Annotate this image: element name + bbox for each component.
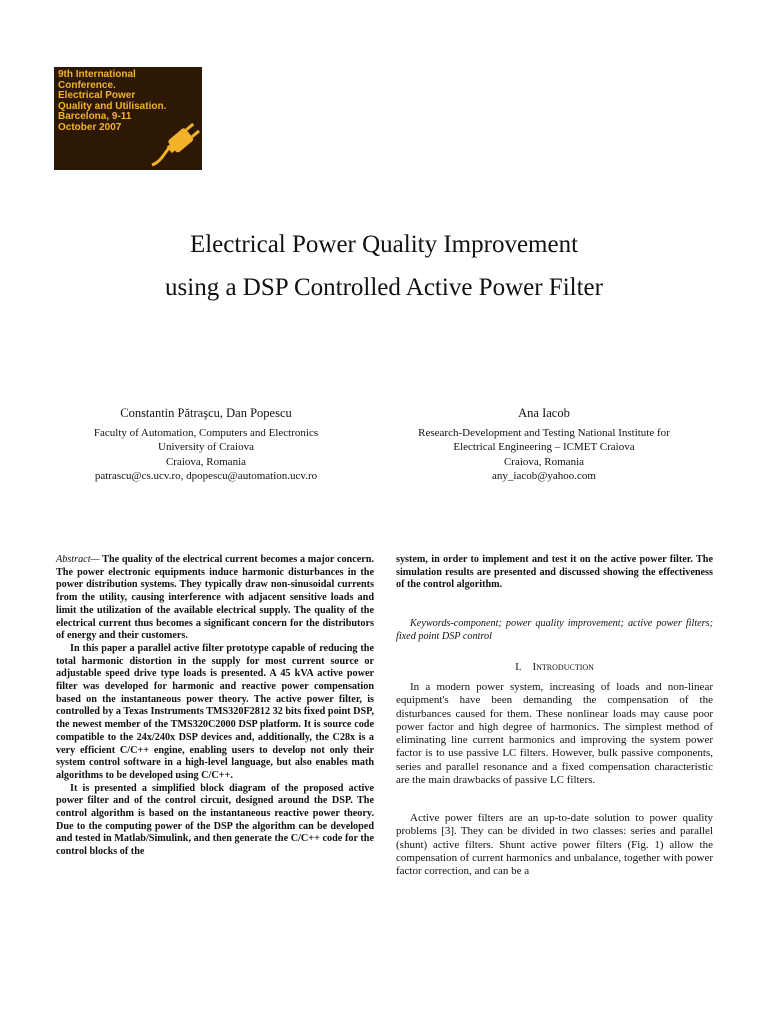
author-names: Constantin Pătraşcu, Dan Popescu: [120, 406, 292, 420]
abstract-continued: system, in order to implement and test it on the active power filter. The simulation results are presented and discussed showing the effectiveness of the control algorithm.: [396, 554, 713, 591]
abstract-paragraph-1: Abstract— The quality of the electrical current becomes a major concern. The power electronic equipments induce harmonic disturbances in the power distribution systems. They typically draw non-sinusoidal currents from the utility, causing interference with adjacent sensitive loads and limit the utilization of the available electrical supply. The quality of the electrical current thus becomes a significant concern for the distributors of energy and their customers.: [56, 554, 374, 642]
author-email: any_iacob@yahoo.com: [492, 470, 596, 482]
electric-plug-icon: [150, 113, 202, 169]
abstract-label: Abstract—: [56, 554, 100, 565]
author-affiliation: Research-Development and Testing National Institute for: [418, 426, 670, 439]
keywords: Keywords-component; power quality improvement; active power filters; fixed point DSP control: [396, 618, 713, 642]
author-block-2: [386, 406, 702, 484]
paper-title-line-1: Electrical Power Quality Improvement: [189, 231, 579, 258]
conference-logo: [54, 67, 202, 170]
author-affiliation: Faculty of Automation, Computers and Electronics: [93, 426, 319, 439]
conference-logo-text: 9th International Conference. Electrical Power Quality and Utilisation. Barcelona, 9-11 October 2007: [58, 69, 167, 133]
author-location: Craiova, Romania: [165, 455, 247, 468]
author-affiliation: Electrical Engineering – ICMET Craiova: [453, 441, 635, 453]
section-number: I.: [515, 661, 522, 673]
introduction-paragraph-2: Active power filters are an up-to-date solution to power quality problems [3]. They can be divided in two classes: series and parallel (shunt) active filters. Shunt active power filters (Fig. 1) allow the compensation of current harmonics and unbalance, together with power factor correction, and can be a: [396, 812, 713, 878]
author-email: patrascu@cs.ucv.ro, dpopescu@automation.ucv.ro: [94, 470, 318, 482]
author-affiliation: University of Craiova: [158, 441, 254, 453]
abstract-paragraph-2: In this paper a parallel active filter prototype capable of reducing the total harmonic distortion in the supply for most current source or adjustable speed drive type loads is presented. A 45 kVA active power filter was developed for harmonic and reactive power compensation based on the instantaneous power theory. The active power filter, is controlled by a Texas Instruments TMS320F2812 32 bits fixed point DSP, the newest member of the TMS320C2000 DSP platform. It is source code compatible to the 24x/240x DSP devices and, additionally, the C28x is a very efficient C/C++ engine, enabling users to develop not only their system control software in a high-level language, but also enables math algorithms to be developed using C/C++.: [56, 642, 374, 781]
section-heading-introduction: [396, 661, 713, 673]
author-location: Craiova, Romania: [503, 455, 585, 468]
abstract-column: [56, 554, 374, 859]
introduction-paragraph-1: In a modern power system, increasing of loads and non-linear equipment's have been demanding the compensation of the disturbances caused for them. These nonlinear loads may cause poor power factor and high degree of harmonics. The simplest method of eliminating line current harmonics and improving the system power factor is to use passive LC filters. However, bulk passive components, series and parallel resonance and a fixed compensation characteristic are the main drawbacks of passive LC filters.: [396, 681, 713, 787]
abstract-paragraph-3: It is presented a simplified block diagram of the proposed active power filter and of the control circuit, designed around the DSP. The control algorithm is based on the instantaneous reactive power theory. Due to the computing power of the DSP the algorithm can be developed and tested in Matlab/Simulink, and then generate the C/C++ code for the control blocks of the: [56, 782, 374, 858]
section-title: Introduction: [532, 661, 594, 673]
author-block-1: [64, 406, 348, 484]
paper-title-line-2: using a DSP Controlled Active Power Filter: [165, 274, 603, 301]
author-names: Ana Iacob: [518, 406, 570, 420]
